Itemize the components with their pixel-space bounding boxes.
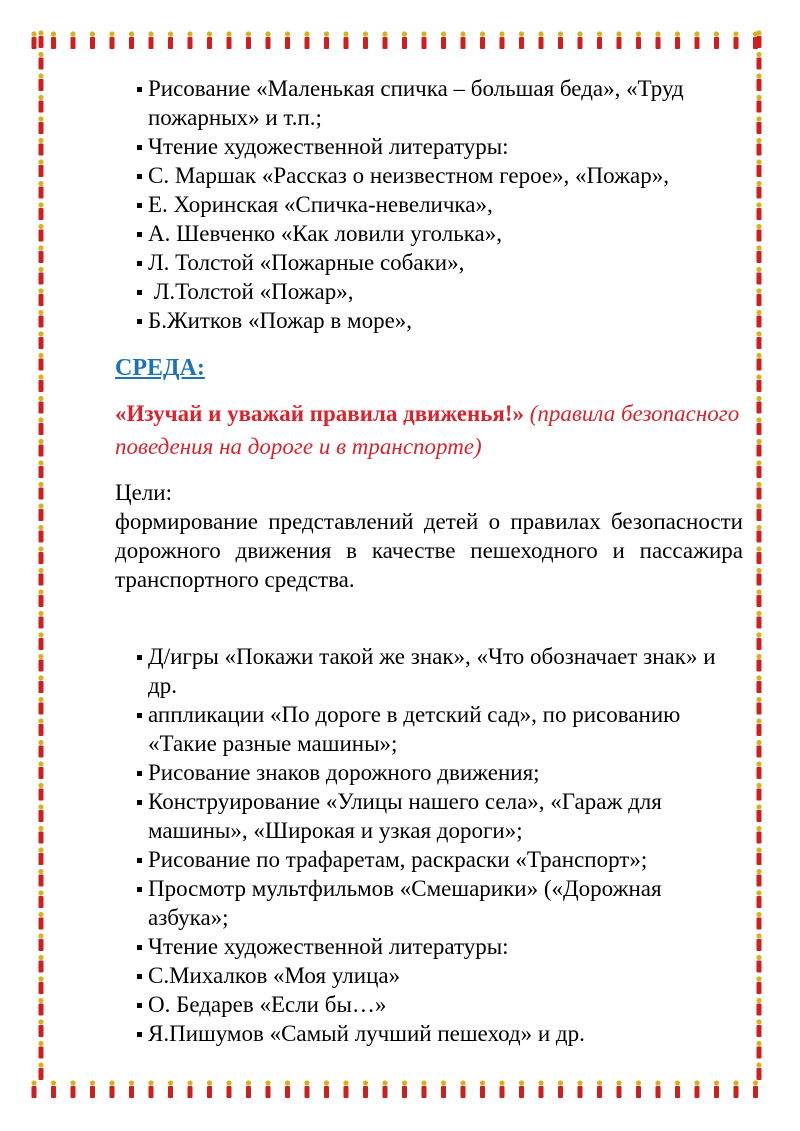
match-icon [756, 224, 761, 242]
list-item: Рисование знаков дорожного движения; [115, 758, 745, 787]
match-icon [756, 718, 761, 736]
match-icon [38, 740, 43, 758]
match-icon [304, 31, 309, 49]
match-icon [38, 912, 43, 930]
match-icon [756, 267, 761, 285]
match-icon [38, 503, 43, 521]
match-icon [38, 804, 43, 822]
goals-label: Цели: [115, 480, 172, 505]
match-icon [38, 525, 43, 543]
match-icon [38, 761, 43, 779]
goals-text: формирование представлений детей о правилах безопасности дорожного движения в качестве пешеходного и пассажира транспортного средства. [115, 509, 743, 592]
match-icon [38, 654, 43, 672]
match-icon [636, 31, 641, 49]
list-item: Л. Толстой «Пожарные собаки», [115, 248, 745, 277]
match-icon [756, 482, 761, 500]
match-icon [519, 1080, 524, 1098]
match-icon [714, 31, 719, 49]
match-icon [148, 1080, 153, 1098]
match-icon [38, 331, 43, 349]
match-icon [694, 1080, 699, 1098]
match-icon [38, 159, 43, 177]
list-item: С. Маршак «Рассказ о неизвестном герое», «Пожар», [115, 161, 745, 190]
match-icon [756, 783, 761, 801]
border-top [30, 30, 770, 52]
match-icon [756, 138, 761, 156]
list-item: Просмотр мультфильмов «Смешарики» («Дорожная азбука»; [115, 874, 745, 932]
match-icon [756, 30, 761, 48]
list-item: Е. Хоринская «Спичка-невеличка», [115, 190, 745, 219]
match-icon [38, 568, 43, 586]
match-icon [756, 654, 761, 672]
match-icon [343, 31, 348, 49]
match-icon [382, 31, 387, 49]
match-icon [38, 245, 43, 263]
match-icon [402, 1080, 407, 1098]
match-icon [756, 288, 761, 306]
match-icon [756, 933, 761, 951]
match-icon [655, 1080, 660, 1098]
match-icon [38, 116, 43, 134]
border-bottom [30, 1079, 770, 1101]
match-icon [756, 611, 761, 629]
match-icon [90, 31, 95, 49]
match-icon [616, 31, 621, 49]
match-icon [756, 245, 761, 263]
match-icon [756, 159, 761, 177]
match-icon [324, 1080, 329, 1098]
match-icon [38, 589, 43, 607]
match-icon [756, 804, 761, 822]
match-icon [756, 417, 761, 435]
match-icon [90, 1080, 95, 1098]
list-item: Л.Толстой «Пожар», [115, 277, 745, 306]
match-icon [38, 288, 43, 306]
match-icon [460, 1080, 465, 1098]
match-icon [265, 31, 270, 49]
match-icon [756, 1019, 761, 1037]
match-icon [226, 31, 231, 49]
match-icon [38, 202, 43, 220]
match-icon [38, 847, 43, 865]
match-icon [756, 95, 761, 113]
list-item: Чтение художественной литературы: [115, 132, 745, 161]
match-icon [480, 1080, 485, 1098]
list-item: аппликации «По дороге в детский сад», по рисованию «Такие разные машины»; [115, 700, 745, 758]
match-icon [756, 1041, 761, 1059]
match-icon [70, 31, 75, 49]
list-item: Б.Житков «Пожар в море», [115, 306, 745, 335]
match-icon [38, 890, 43, 908]
match-icon [324, 31, 329, 49]
theme-subtitle: (правила безопасного поведения на дороге и в транспорте) [115, 401, 740, 459]
match-icon [733, 31, 738, 49]
match-icon [756, 976, 761, 994]
match-icon [756, 181, 761, 199]
match-icon [756, 1062, 761, 1080]
match-icon [304, 1080, 309, 1098]
list-item: Рисование «Маленькая спичка – большая беда», «Труд пожарных» и т.п.; [115, 74, 745, 132]
match-icon [38, 675, 43, 693]
match-icon [38, 869, 43, 887]
match-icon [756, 525, 761, 543]
match-icon [756, 675, 761, 693]
match-icon [226, 1080, 231, 1098]
match-icon [480, 31, 485, 49]
match-icon [38, 482, 43, 500]
match-icon [597, 31, 602, 49]
match-icon [714, 1080, 719, 1098]
match-icon [382, 1080, 387, 1098]
match-icon [756, 202, 761, 220]
match-icon [265, 1080, 270, 1098]
border-left [30, 30, 52, 1101]
match-icon [38, 138, 43, 156]
match-icon [148, 31, 153, 49]
match-icon [577, 1080, 582, 1098]
match-icon [756, 374, 761, 392]
match-icon [38, 611, 43, 629]
match-icon [38, 933, 43, 951]
match-icon [207, 1080, 212, 1098]
match-icon [756, 890, 761, 908]
match-icon [187, 31, 192, 49]
match-icon [38, 998, 43, 1016]
match-icon [756, 503, 761, 521]
list-item: А. Шевченко «Как ловили уголька», [115, 219, 745, 248]
match-icon [38, 718, 43, 736]
match-icon [129, 1080, 134, 1098]
activities-list-top [115, 74, 745, 335]
list-item: Конструирование «Улицы нашего села», «Гараж для машины», «Широкая и узкая дороги»; [115, 787, 745, 845]
match-icon [246, 31, 251, 49]
match-icon [38, 353, 43, 371]
match-icon [655, 31, 660, 49]
match-icon [597, 1080, 602, 1098]
match-icon [363, 31, 368, 49]
match-icon [756, 632, 761, 650]
match-icon [558, 31, 563, 49]
match-icon [246, 1080, 251, 1098]
match-icon [756, 331, 761, 349]
match-icon [38, 374, 43, 392]
match-icon [70, 1080, 75, 1098]
day-heading: СРЕДА: [115, 355, 205, 381]
match-icon [38, 224, 43, 242]
match-icon [38, 1019, 43, 1037]
match-icon [558, 1080, 563, 1098]
list-item: Чтение художественной литературы: [115, 932, 745, 961]
list-item: Д/игры «Покажи такой же знак», «Что обозначает знак» и др. [115, 642, 745, 700]
match-icon [38, 181, 43, 199]
match-icon [616, 1080, 621, 1098]
match-icon [756, 912, 761, 930]
match-icon [38, 546, 43, 564]
match-icon [577, 31, 582, 49]
match-icon [694, 31, 699, 49]
match-icon [38, 697, 43, 715]
match-icon [441, 1080, 446, 1098]
match-icon [38, 417, 43, 435]
match-icon [38, 95, 43, 113]
match-icon [756, 589, 761, 607]
match-icon [756, 310, 761, 328]
match-icon [285, 31, 290, 49]
match-icon [38, 439, 43, 457]
match-icon [756, 52, 761, 70]
match-icon [460, 31, 465, 49]
match-icon [538, 31, 543, 49]
match-icon [756, 869, 761, 887]
match-icon [38, 73, 43, 91]
match-icon [207, 31, 212, 49]
list-item: О. Бедарев «Если бы…» [115, 990, 745, 1019]
match-icon [733, 1080, 738, 1098]
match-icon [756, 740, 761, 758]
match-icon [38, 267, 43, 285]
match-icon [38, 632, 43, 650]
match-icon [756, 697, 761, 715]
match-icon [756, 546, 761, 564]
match-icon [756, 116, 761, 134]
match-icon [421, 1080, 426, 1098]
match-icon [38, 30, 43, 48]
match-icon [38, 1041, 43, 1059]
match-icon [421, 31, 426, 49]
match-icon [756, 568, 761, 586]
match-icon [109, 1080, 114, 1098]
match-icon [756, 396, 761, 414]
list-item: Рисование по трафаретам, раскраски «Транспорт»; [115, 845, 745, 874]
match-icon [756, 847, 761, 865]
match-icon [38, 783, 43, 801]
match-icon [38, 396, 43, 414]
list-item: С.Михалков «Моя улица» [115, 961, 745, 990]
match-icon [168, 31, 173, 49]
match-icon [519, 31, 524, 49]
match-icon [441, 31, 446, 49]
match-icon [402, 31, 407, 49]
match-icon [756, 460, 761, 478]
page-content [115, 74, 745, 1048]
match-icon [168, 1080, 173, 1098]
match-icon [538, 1080, 543, 1098]
match-icon [38, 310, 43, 328]
theme-title: «Изучай и уважай правила движенья!» [115, 401, 525, 426]
match-icon [285, 1080, 290, 1098]
match-icon [636, 1080, 641, 1098]
match-icon [363, 1080, 368, 1098]
activities-list-bottom [115, 642, 745, 1048]
match-icon [675, 31, 680, 49]
match-icon [756, 439, 761, 457]
match-icon [756, 826, 761, 844]
match-icon [756, 955, 761, 973]
match-icon [756, 73, 761, 91]
match-icon [499, 31, 504, 49]
match-icon [38, 460, 43, 478]
match-icon [499, 1080, 504, 1098]
list-item: Я.Пишумов «Самый лучший пешеход» и др. [115, 1019, 745, 1048]
match-icon [38, 826, 43, 844]
match-icon [756, 998, 761, 1016]
match-icon [38, 52, 43, 70]
theme-block [115, 397, 745, 463]
match-icon [38, 1062, 43, 1080]
match-icon [38, 955, 43, 973]
match-icon [187, 1080, 192, 1098]
match-icon [129, 31, 134, 49]
match-icon [109, 31, 114, 49]
match-icon [675, 1080, 680, 1098]
match-icon [343, 1080, 348, 1098]
border-right [748, 30, 770, 1101]
match-icon [38, 976, 43, 994]
match-icon [756, 353, 761, 371]
match-icon [756, 761, 761, 779]
